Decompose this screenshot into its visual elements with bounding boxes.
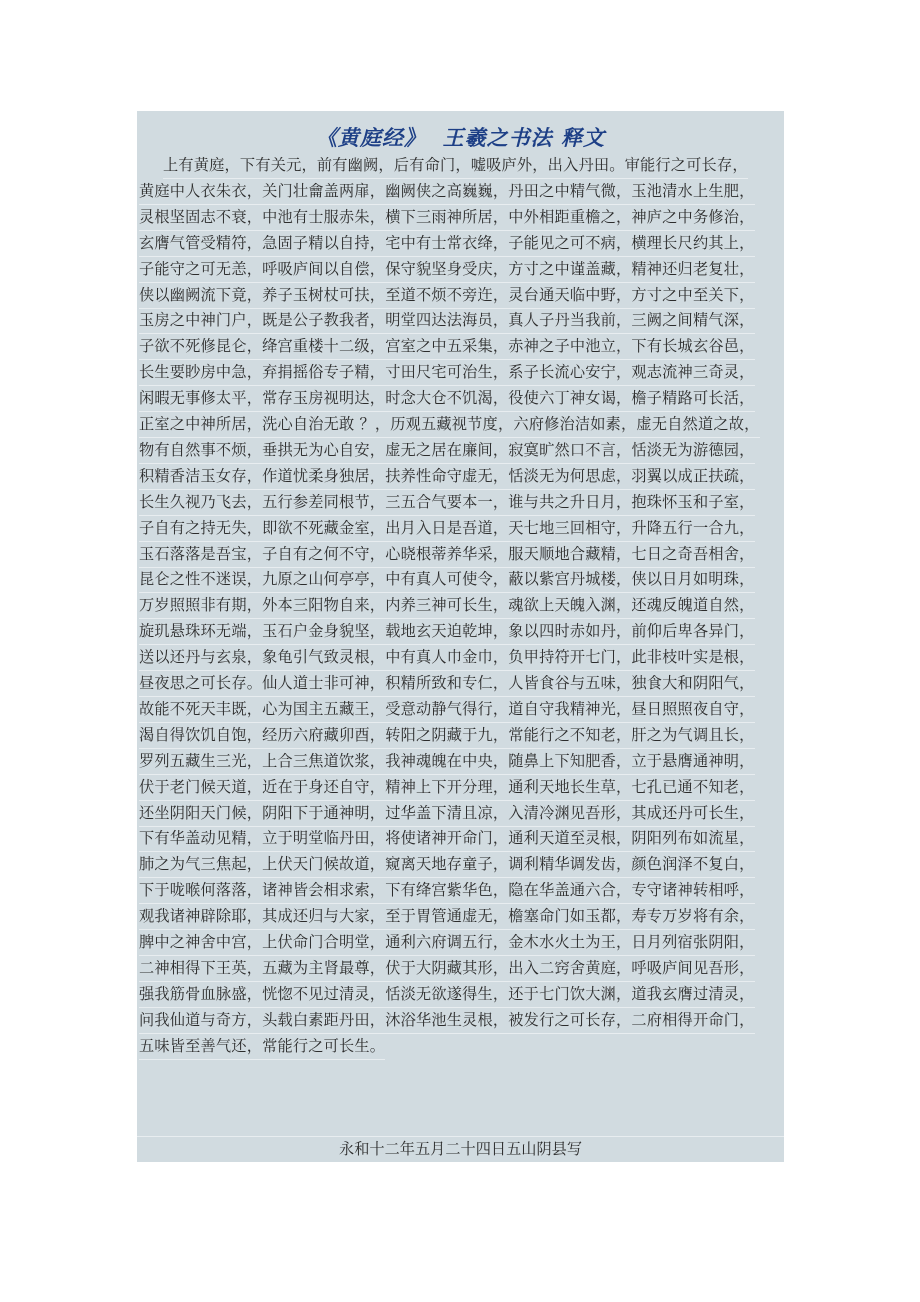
page-title: 《黄庭经》 王羲之书法 释文 (316, 125, 605, 150)
text-line: 玉石落落是吾宝，子自有之何不守，心晓根蒂养华采，服天顺地合藏精，七日之奇吾相舍， (139, 542, 755, 568)
text-line: 观我诸神辟除耶，其成还归与大家，至于胃管通虚无，檐塞命门如玉都，寿专万岁将有余， (139, 904, 755, 930)
text-line: 上有黄庭，下有关元，前有幽阙，后有命门，嘘吸庐外，出入丹田。审能行之可长存， (163, 153, 748, 179)
text-line: 渴自得饮饥自饱，经历六府藏卯酉，转阳之阴藏于九，常能行之不知老，肝之为气调且长， (139, 723, 755, 749)
text-line: 子自有之持无失，即欲不死藏金室，出月入日是吾道，天七地三回相守，升降五行一合九， (139, 516, 755, 542)
text-line: 下于咙喉何落落，诸神皆会相求索，下有绛宫紫华色，隐在华盖通六合，专守诸神转相呼， (139, 878, 755, 904)
text-line: 正室之中神所居，洗心自治无敢 ？，历观五藏视节度，六府修治洁如素，虚无自然道之故， (139, 412, 760, 438)
text-line: 玄膺气管受精符，急固子精以自持，宅中有士常衣绛，子能见之可不病，横理长尺约其上， (139, 231, 755, 257)
text-line: 故能不死天丰既，心为国主五藏王，受意动静气得行，道自守我精神光，昼日照照夜自守， (139, 697, 755, 723)
text-line: 闲暇无事修太平，常存玉房视明达，时念大仓不饥渴，役使六丁神女谒，檐子精路可长活， (139, 386, 755, 412)
text-line: 下有华盖动见精，立于明堂临丹田，将使诸神开命门，通利天道至灵根，阴阳列布如流星， (139, 826, 755, 852)
text-line: 还坐阴阳天门候，阴阳下于通神明，过华盖下清且凉，入清冷渊见吾形，其成还丹可长生， (139, 801, 755, 827)
text-line: 侠以幽阙流下竟，养子玉树杖可扶，至道不烦不旁迕，灵台通天临中野，方寸之中至关下， (139, 283, 755, 309)
text-line: 强我筋骨血脉盛，恍惚不见过清灵，恬淡无欲遂得生，还于七门饮大渊，道我玄膺过清灵， (139, 982, 755, 1008)
signature-line: 永和十二年五月二十四日五山阴县写 (137, 1136, 784, 1161)
text-line: 长生要眇房中急，弃捐摇俗专子精，寸田尺宅可治生，系子长流心安宁，观志流神三奇灵， (139, 360, 755, 386)
text-line: 脾中之神舍中宫，上伏命门合明堂，通利六府调五行，金木水火土为王，日月列宿张阴阳， (139, 930, 755, 956)
text-line: 长生久视乃飞去，五行参差同根节，三五合气要本一，谁与共之升日月，抱珠怀玉和子室， (139, 490, 755, 516)
text-line: 五味皆至善气还，常能行之可长生。 (139, 1034, 385, 1060)
text-line: 万岁照照非有期，外本三阳物自来，内养三神可长生，魂欲上天魄入渊，还魂反魄道自然， (139, 593, 755, 619)
text-line: 灵根坚固志不衰，中池有士服赤朱，横下三雨神所居，中外相距重檐之，神庐之中务修治， (139, 205, 755, 231)
text-line: 二神相得下王英，五藏为主肾最尊，伏于大阴藏其形，出入二窍舍黄庭，呼吸庐间见吾形， (139, 956, 755, 982)
text-line: 昼夜思之可长存。仙人道士非可神，积精所致和专仁，人皆食谷与五味，独食大和阴阳气， (139, 671, 755, 697)
text-line: 玉房之中神门户，既是公子教我者，明堂四达法海员，真人子丹当我前，三阙之间精气深， (139, 308, 755, 334)
text-line: 肺之为气三焦起，上伏天门候故道，窥离天地存童子，调利精华调发齿，颜色润泽不复白， (139, 852, 755, 878)
text-line: 黄庭中人衣朱衣，关门壮龠盖两扉，幽阙侠之高巍巍，丹田之中精气微，玉池清水上生肥， (139, 179, 755, 205)
text-line: 昆仑之性不迷误，九原之山何亭亭，中有真人可使令，蔽以紫宫丹城楼，侠以日月如明珠， (139, 567, 755, 593)
text-line: 伏于老门候天道，近在于身还自守，精神上下开分理，通利天地长生草，七孔已通不知老， (139, 775, 755, 801)
text-line: 问我仙道与奇方，头载白素距丹田，沐浴华池生灵根，被发行之可长存，二府相得开命门， (139, 1008, 755, 1034)
text-line: 积精香洁玉女存，作道忧柔身独居，扶养性命守虚无，恬淡无为何思虑，羽翼以成正扶疏， (139, 464, 755, 490)
text-line: 送以还丹与玄泉，象龟引气致灵根，中有真人巾金巾，负甲持符开七门，此非枝叶实是根， (139, 645, 755, 671)
text-line: 罗列五藏生三光，上合三焦道饮浆，我神魂魄在中央，随鼻上下知肥香，立于悬膺通神明， (139, 749, 755, 775)
text-line: 物有自然事不烦，垂拱无为心自安，虚无之居在廉间，寂寞旷然口不言，恬淡无为游德园， (139, 438, 755, 464)
text-line: 子欲不死修昆仑，绛宫重楼十二级，宫室之中五采集，赤神之子中池立，下有长城玄谷邑， (139, 334, 755, 360)
text-line: 旋玑悬珠环无端，玉石户金身貌坚，载地玄天迫乾坤，象以四时赤如丹，前仰后卑各异门， (139, 619, 755, 645)
text-line: 子能守之可无恙，呼吸庐间以自偿，保守貌坚身受庆，方寸之中谨盖藏，精神还归老复壮， (139, 257, 755, 283)
